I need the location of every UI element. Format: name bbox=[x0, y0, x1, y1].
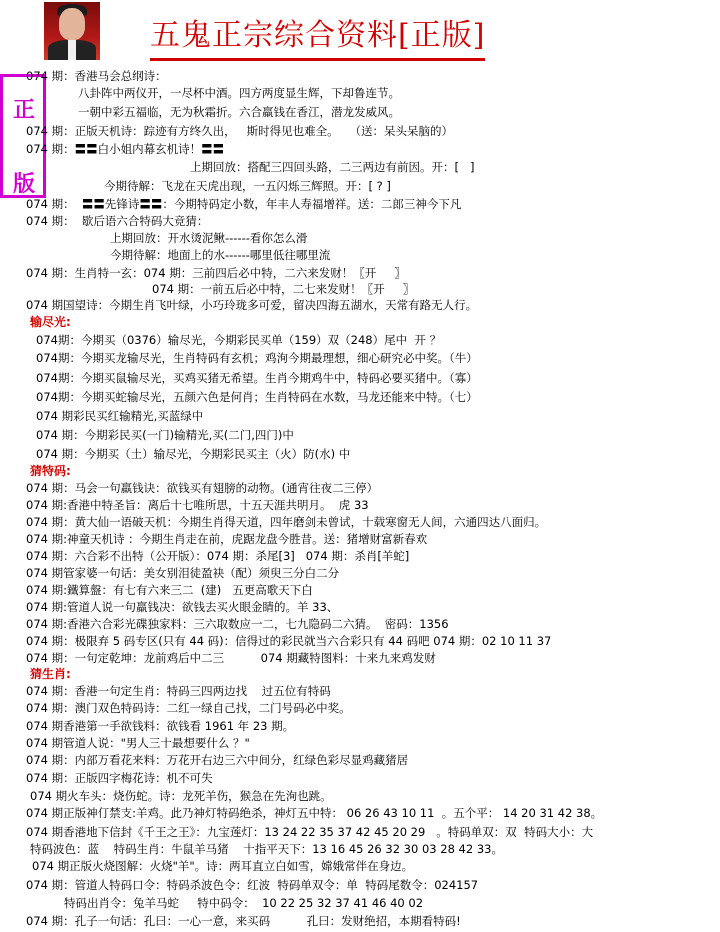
text-line: 074 期：生肖特一玄：074 期：三前四后必中特，二六来发财！〖开 〗 bbox=[26, 266, 406, 280]
text-line: 074 期：香港一句定生肖：特码三四两边找 过五位有特码 bbox=[26, 684, 331, 698]
text-line: 074 期：今期彩民买(一门)输精光,买(二门,四门)中 bbox=[36, 428, 294, 442]
text-line: 074 期：孔子一句话：孔曰：一心一意，来买码 孔曰：发财绝招，本期看特码! bbox=[26, 914, 461, 928]
text-line: 八卦阵中两仪开，一尽杯中酒。四方两度显生辉，下却鲁连节。 bbox=[78, 86, 400, 100]
avatar bbox=[44, 2, 100, 60]
text-line: 074 期：马会一句羸钱诀：欲钱买有翅膀的动物。(通宵往夜二三停） bbox=[26, 481, 379, 495]
avatar-face bbox=[59, 8, 85, 40]
text-line: 074 期：内部万看花来料：万花开右边三六中间分，红绿色彩尽显鸡藏猪居 bbox=[26, 753, 409, 767]
text-line: 074 期：正版四字梅花诗：机不可失 bbox=[26, 771, 213, 785]
text-line: 074期：今期买（0376）输尽光，今期彩民买单（159）双（248）尾中 开 ？ bbox=[36, 333, 442, 347]
text-line: 074期：今期买鼠输尽光，买鸡买猪无希望。生肖今期鸡牛中，特码必要买猪中。（寡） bbox=[36, 371, 478, 385]
badge-top-char: 正 bbox=[13, 97, 36, 123]
text-line: 074 期:香港中特圣旨：离后十七唯所思，十五天涯共明月。 虎 33 bbox=[26, 498, 369, 512]
section-heading: 猜生肖: bbox=[30, 667, 71, 681]
text-line: 特码波色：蓝 特码生肖：牛鼠羊马猪 十指平天下：13 16 45 26 32 30 03 28 42 33。 bbox=[30, 842, 503, 856]
section-heading: 猜特码: bbox=[30, 464, 71, 478]
badge-bottom-char: 版 bbox=[13, 171, 36, 197]
section-heading: 输尽光: bbox=[30, 315, 71, 329]
text-line: 074 期管家婆一句话：美女别泪徒盈袂（配）须臾三分白二分 bbox=[26, 566, 340, 580]
text-line: 074 期： 〓〓先锋诗〓〓：今期特码定小数，年丰人寿福增祥。送：二郎三神今下凡 bbox=[26, 197, 462, 211]
page-title: 五鬼正宗综合资料[正版] bbox=[150, 14, 485, 61]
text-line: 074 期:管道人说一句羸钱决：欲钱去买火眼金睛的。羊 33、 bbox=[26, 600, 339, 614]
text-line: 074 期：六合彩不出特（公开版）：074 期：杀尾[3] 074 期：杀肖[羊蛇] bbox=[26, 549, 410, 563]
text-line: 074 期管道人说："男人三十最想要什么 ？" bbox=[26, 736, 250, 750]
text-line: 074 期：正版天机诗：踪迹有方终久出， 斯时得见也难全。 （送：呆头呆脑的） bbox=[26, 124, 454, 138]
text-line: 今期待解：地面上的水------哪里低往哪里流 bbox=[110, 248, 331, 262]
text-line: 上期回放：搭配三四回头路，二三两边有前因。开：[ ] bbox=[190, 160, 475, 174]
text-line: 074 期：〓〓白小姐内幕玄机诗！〓〓 bbox=[26, 142, 225, 156]
text-line: 074 期：管道人特码口令：特码杀波色令：红波 特码单双令：单 特码尾数令：024157 bbox=[26, 878, 479, 892]
text-line: 上期回放：开水烫泥鳅------看你怎么滑 bbox=[110, 231, 308, 245]
text-line: 特码出肖令：兔羊马蛇 特中码令： 10 22 25 32 37 41 46 40 02 bbox=[64, 896, 424, 910]
avatar-shirt bbox=[68, 40, 76, 60]
text-line: 074 期：一句定乾坤：龙前鸡后中二三 074 期藏特图料：十来九来鸡发财 bbox=[26, 651, 436, 665]
text-line: 074 期国望诗：今期生肖飞叶绿，小巧玲珑多可爱，留决四海五湖水，天常有路无人行。 bbox=[26, 298, 478, 312]
text-line: 074 期正版神仃禁支:羊鸡。此乃神灯特码绝杀，神灯五中特： 06 26 43 10 11 。五个平： 14 20 31 42 38。 bbox=[26, 806, 603, 820]
text-line: 074 期彩民买红输精光,买蓝绿中 bbox=[36, 409, 204, 423]
text-line: 074 期:鐵算盤：有七有六来三二 (建) 五更高歌天下白 bbox=[26, 583, 313, 597]
text-line: 074期：今期买龙输尽光，生肖特码有玄机；鸡洵今期最理想，细心研究必中奖。（牛） bbox=[36, 351, 478, 365]
text-line: 今期待解：飞龙在天虎出现，一五闪烁三辉照。开：[ ? ] bbox=[104, 179, 391, 193]
text-line: 074 期：黄大仙一语破天机：今期生肖得天道，四年磨剑未曾试，十载寒窗无人间，六通四达八面归。 bbox=[26, 515, 547, 529]
text-line: 074 期:神童天机诗 ：今期生肖走在前，虎踞龙盘今胜昔。送：猪增财富新春欢 bbox=[26, 532, 428, 546]
text-line: 074 期：香港马会总纲诗： bbox=[26, 69, 167, 83]
text-line: 074 期： 歇后语六合特码大竞猜： bbox=[26, 214, 209, 228]
text-line: 074 期：今期买（土）输尽光，今期彩民买主（火）防(水) 中 bbox=[36, 447, 351, 461]
text-line: 074 期正版火烧图解：火烧"羊"。诗：两耳直立白如雪，嫦娥常伴在身边。 bbox=[32, 859, 414, 873]
text-line: 074 期：澳门双色特码诗：二红一绿自己找，二门号码必中奖。 bbox=[26, 701, 351, 715]
text-line: 074期：今期买蛇输尽光，五颜六色是何肖；生肖特码在水数，马龙还能来中特。（七） bbox=[36, 390, 478, 404]
text-line: 074 期火车头：烧伤蛇。诗：龙死羊伤，猴急在先洵也跳。 bbox=[30, 789, 332, 803]
text-line: 074 期：极限弃 5 码专区(只有 44 码)：信得过的彩民就当六合彩只有 44 码吧 074 期：02 10 11 37 bbox=[26, 634, 552, 648]
text-line: 一朝中彩五福临，无为秋霜折。六合羸钱在香江，潜龙发威风。 bbox=[78, 105, 400, 119]
text-line: 074 期:香港六合彩光碟独家料：三六取数应一二，七九隐码二六猜。 密码：1356 bbox=[26, 617, 449, 631]
text-line: 074 期香港地下信封《千王之王》：九宝莲灯：13 24 22 35 37 42 45 20 29 。特码单双：双 特码大小：大 bbox=[26, 825, 594, 839]
text-line: 074 期香港第一手欲钱料：欲钱看 1961 年 23 期。 bbox=[26, 719, 295, 733]
text-line: 074 期：一前五后必中特，二七来发财！〖开 〗 bbox=[152, 282, 415, 296]
